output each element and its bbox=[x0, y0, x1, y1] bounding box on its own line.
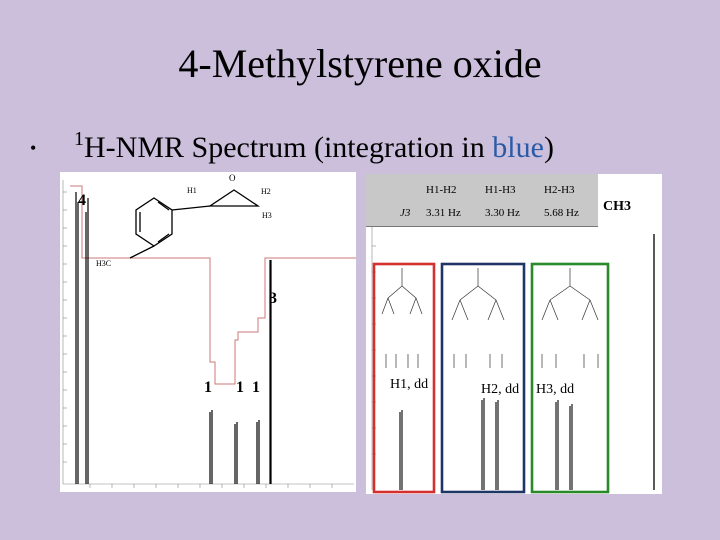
header-h2-h3: H2-H3 bbox=[544, 184, 575, 196]
h1-atom-label: H1 bbox=[187, 186, 197, 195]
spectrum-peaks bbox=[76, 192, 271, 484]
integration-ch3: 3 bbox=[269, 290, 277, 307]
integration-h2-h3: 1 1 bbox=[236, 379, 262, 396]
row-label-j3: J3 bbox=[400, 207, 411, 219]
h3-atom-label: H3 bbox=[262, 211, 272, 220]
coupling-table bbox=[366, 174, 598, 227]
value-h2-h3: 5.68 Hz bbox=[544, 207, 579, 219]
bullet-blue-word: blue bbox=[492, 131, 544, 164]
integration-trace bbox=[70, 186, 356, 384]
value-h1-h3: 3.30 Hz bbox=[485, 207, 520, 219]
bullet-end: ) bbox=[543, 131, 554, 164]
header-h1-h3: H1-H3 bbox=[485, 184, 516, 196]
superscript-1: 1 bbox=[74, 128, 84, 150]
h3c-label: H3C bbox=[96, 259, 112, 268]
molecule-structure bbox=[130, 190, 258, 258]
header-h1-h2: H1-H2 bbox=[426, 184, 457, 196]
bullet-text bbox=[74, 128, 554, 165]
bullet-main: H-NMR Spectrum (integration in bbox=[84, 131, 493, 164]
ch3-label: CH3 bbox=[603, 199, 631, 214]
h1-dd-label: H1, dd bbox=[390, 377, 429, 392]
y-axis-ticks bbox=[63, 180, 67, 484]
bullet-dot: • bbox=[30, 138, 37, 158]
h3-dd-label: H3, dd bbox=[536, 382, 575, 397]
full-nmr-spectrum bbox=[60, 172, 356, 492]
h2-region-box bbox=[442, 264, 524, 492]
multiplet-peaks bbox=[400, 398, 572, 490]
expanded-spectrum bbox=[366, 174, 662, 494]
slide-title: 4-Methylstyrene oxide bbox=[178, 41, 542, 86]
spectrum-plot bbox=[60, 172, 356, 492]
splitting-trees bbox=[382, 268, 598, 368]
h2-dd-label: H2, dd bbox=[481, 382, 520, 397]
x-axis-ticks bbox=[90, 484, 332, 488]
integration-aromatic: 4 bbox=[78, 192, 86, 209]
value-h1-h2: 3.31 Hz bbox=[426, 207, 461, 219]
h2-atom-label: H2 bbox=[261, 187, 271, 196]
integration-h1: 1 bbox=[204, 379, 212, 396]
oxygen-label: O bbox=[229, 173, 236, 183]
